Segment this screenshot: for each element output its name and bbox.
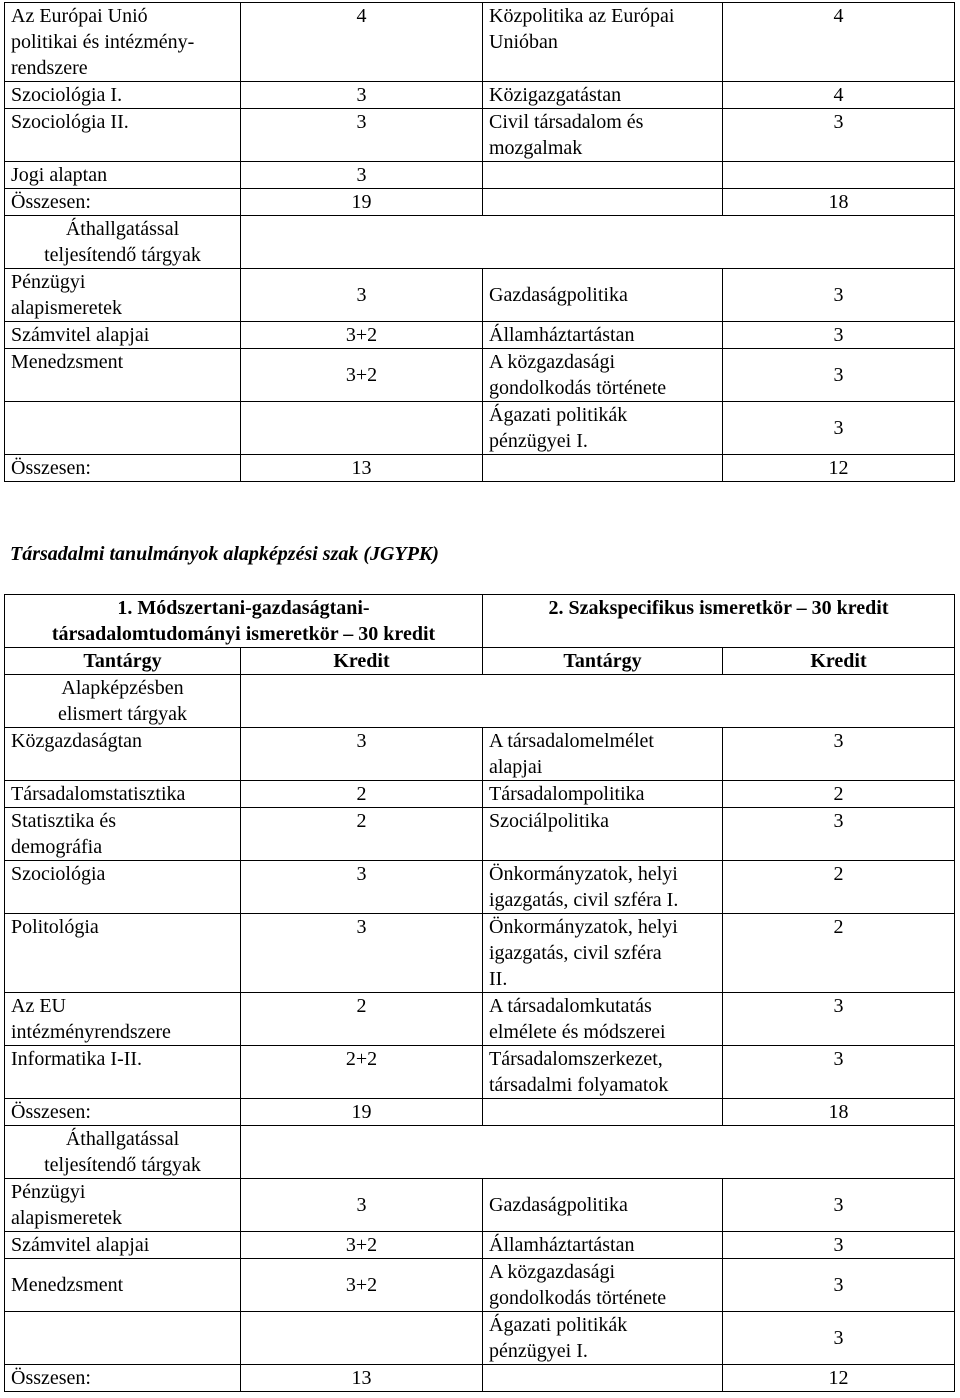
subject-cell: Államháztartástan [483,322,723,349]
credit-cell: 4 [241,3,483,82]
section-header: Alapképzésben elismert tárgyak [5,675,241,728]
subject-cell [5,1312,241,1365]
empty-cell [483,189,723,216]
credit-cell: 3 [723,1179,955,1232]
section-header: Áthallgatással teljesítendő tárgyak [5,216,241,269]
column-header-credit: Kredit [241,648,483,675]
credit-cell: 2 [723,914,955,993]
subject-cell: Közpolitika az Európai Unióban [483,3,723,82]
total-row [5,455,955,482]
credit-cell: 2 [723,781,955,808]
subject-cell: Szociológia I. [5,82,241,109]
credit-cell: 2 [723,861,955,914]
credit-cell: 2 [241,993,483,1046]
credit-cell: 3 [723,728,955,781]
empty-cell [483,1099,723,1126]
subject-cell: Gazdaságpolitika [483,1179,723,1232]
section-header-row [5,675,955,728]
credit-cell: 3 [723,1312,955,1365]
total-label: Összesen: [5,1099,241,1126]
table-row [5,3,955,82]
total-credit: 12 [723,455,955,482]
credit-cell: 3 [241,914,483,993]
total-label: Összesen: [5,189,241,216]
credit-cell [241,1312,483,1365]
subject-cell: Gazdaságpolitika [483,269,723,322]
subject-cell: A társadalomkutatás elmélete és módszerei [483,993,723,1046]
section-title: Társadalmi tanulmányok alapképzési szak (JGYPK) [10,543,439,565]
subject-cell: Pénzügyi alapismeretek [5,1179,241,1232]
empty-cell [241,1126,955,1179]
subject-cell: Civil társadalom és mozgalmak [483,109,723,162]
subject-cell: Politológia [5,914,241,993]
empty-cell [483,1365,723,1392]
subject-cell: Államháztartástan [483,1232,723,1259]
subject-cell: Ágazati politikák pénzügyei I. [483,402,723,455]
credit-cell: 3 [723,808,955,861]
subject-cell [5,402,241,455]
subject-cell: A társadalomelmélet alapjai [483,728,723,781]
subject-cell: Szociológia [5,861,241,914]
table-row [5,1179,955,1232]
total-row [5,1365,955,1392]
credit-table-bottom [4,594,955,1392]
table-row [5,993,955,1046]
subject-cell: A közgazdasági gondolkodás története [483,1259,723,1312]
table-row [5,1046,955,1099]
table-row [5,1312,955,1365]
subject-cell: Jogi alaptan [5,162,241,189]
column-header-subject: Tantárgy [483,648,723,675]
credit-cell [241,402,483,455]
credit-cell: 3 [241,728,483,781]
table-row [5,728,955,781]
credit-cell: 3 [241,82,483,109]
credit-cell: 3+2 [241,322,483,349]
group-header-2: 2. Szakspecifikus ismeretkör – 30 kredit [483,595,955,648]
table-row [5,269,955,322]
empty-cell [483,455,723,482]
total-label: Összesen: [5,1365,241,1392]
credit-cell: 2 [241,808,483,861]
credit-cell [723,162,955,189]
credit-cell: 3+2 [241,349,483,402]
subject-cell: Közgazdaságtan [5,728,241,781]
subject-cell: Önkormányzatok, helyi igazgatás, civil szféra I. [483,861,723,914]
credit-cell: 3 [723,1232,955,1259]
credit-cell: 3 [723,109,955,162]
subject-cell: Menedzsment [5,1259,241,1312]
table-row [5,861,955,914]
credit-cell: 3 [723,402,955,455]
credit-table-top [4,2,955,482]
group-header-row [5,595,955,648]
column-header-row [5,648,955,675]
empty-cell [241,675,955,728]
column-header-credit: Kredit [723,648,955,675]
subject-cell: Szociológia II. [5,109,241,162]
table-row [5,109,955,162]
subject-cell: Társadalompolitika [483,781,723,808]
credit-cell: 3 [723,993,955,1046]
table-row [5,82,955,109]
section-header-row [5,216,955,269]
total-label: Összesen: [5,455,241,482]
credit-cell: 3 [723,1259,955,1312]
table-row [5,402,955,455]
total-credit: 19 [241,1099,483,1126]
credit-cell: 3+2 [241,1259,483,1312]
subject-cell: Menedzsment [5,349,241,402]
table-row [5,349,955,402]
subject-cell: Pénzügyi alapismeretek [5,269,241,322]
credit-cell: 3 [241,109,483,162]
credit-cell: 4 [723,82,955,109]
section-header: Áthallgatással teljesítendő tárgyak [5,1126,241,1179]
total-credit: 18 [723,1099,955,1126]
credit-cell: 3 [723,322,955,349]
subject-cell [483,162,723,189]
empty-cell [241,216,955,269]
total-row [5,189,955,216]
total-credit: 19 [241,189,483,216]
subject-cell: Szociálpolitika [483,808,723,861]
subject-cell: Statisztika és demográfia [5,808,241,861]
total-credit: 18 [723,189,955,216]
subject-cell: Önkormányzatok, helyi igazgatás, civil szféra II. [483,914,723,993]
subject-cell: A közgazdasági gondolkodás története [483,349,723,402]
section-header-row [5,1126,955,1179]
subject-cell: Az EU intézményrendszere [5,993,241,1046]
subject-cell: Társadalomstatisztika [5,781,241,808]
subject-cell: Számvitel alapjai [5,1232,241,1259]
credit-cell: 3 [241,861,483,914]
subject-cell: Az Európai Unió politikai és intézmény- rendszere [5,3,241,82]
credit-cell: 4 [723,3,955,82]
credit-cell: 2 [241,781,483,808]
subject-cell: Ágazati politikák pénzügyei I. [483,1312,723,1365]
credit-cell: 3 [723,349,955,402]
credit-cell: 3+2 [241,1232,483,1259]
subject-cell: Informatika I-II. [5,1046,241,1099]
table-row [5,322,955,349]
group-header-1: 1. Módszertani-gazdaságtani- társadalomtudományi ismeretkör – 30 kredit [5,595,483,648]
column-header-subject: Tantárgy [5,648,241,675]
credit-cell: 3 [241,162,483,189]
subject-cell: Közigazgatástan [483,82,723,109]
credit-cell: 3 [241,1179,483,1232]
total-credit: 12 [723,1365,955,1392]
subject-cell: Számvitel alapjai [5,322,241,349]
table-row [5,808,955,861]
table-row [5,781,955,808]
total-credit: 13 [241,455,483,482]
table-row [5,914,955,993]
credit-cell: 3 [723,269,955,322]
credit-cell: 3 [723,1046,955,1099]
table-row [5,162,955,189]
table-row [5,1232,955,1259]
credit-cell: 3 [241,269,483,322]
credit-cell: 2+2 [241,1046,483,1099]
table-row [5,1259,955,1312]
subject-cell: Társadalomszerkezet, társadalmi folyamatok [483,1046,723,1099]
total-credit: 13 [241,1365,483,1392]
total-row [5,1099,955,1126]
